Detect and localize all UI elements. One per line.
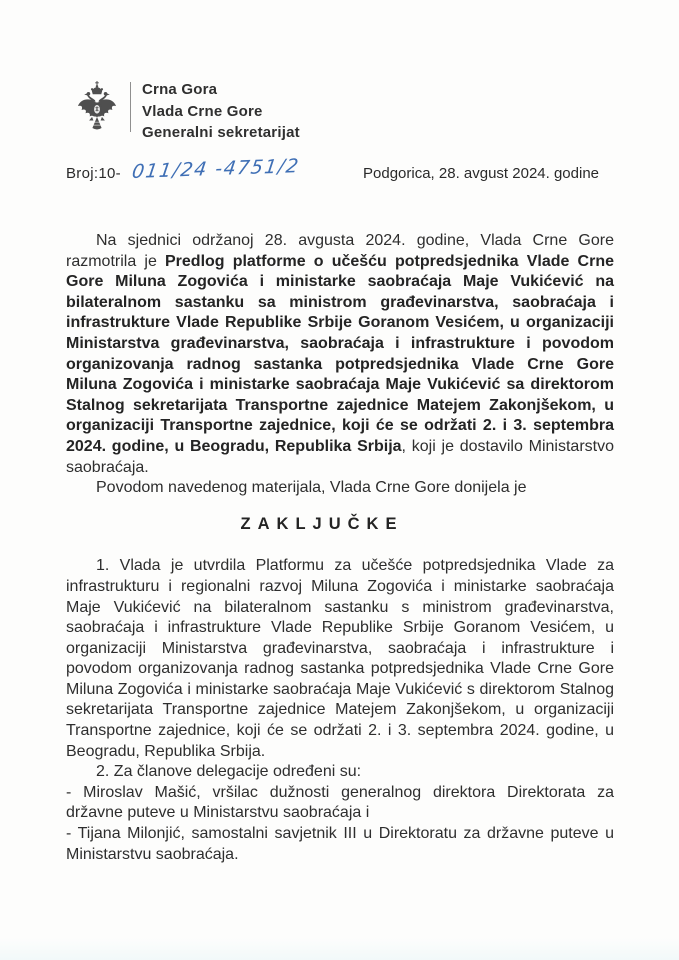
letterhead-divider: [130, 82, 131, 132]
montenegro-coat-of-arms-icon: [76, 78, 118, 136]
org-line-secretariat: Generalni sekretarijat: [142, 124, 300, 141]
conclusion-item-2-intro: 2. Za članove delegacije određeni su:: [96, 763, 362, 781]
intro-paragraph-tail: , koji je dostavilo Ministarstvo saobraćaja.: [66, 437, 614, 476]
document-number-handwritten: 011/24 -4751/2: [130, 155, 302, 183]
document-number-label: Broj:10-: [66, 165, 121, 182]
reference-line: [66, 155, 614, 200]
transition-paragraph: Povodom navedenog materijala, Vlada Crne Gore donijela je: [96, 479, 527, 497]
document-body: [66, 231, 614, 865]
subject-title-bold: Predlog platforme o učešću potpredsjednika Vlade Crne Gore Miluna Zogovića i ministarke saobraćaja Maje Vukićević na bilateralnom sastanku sa ministrom građevinarstva, saobraćaja i infrastrukture Vlade Republike Srbije Goranom Vesićem, u organizaciji Ministarstva građevinarstva, saobraćaja i infrastrukture i povodom organizovanja radnog sastanka potpredsjednika Vlade Crne Gore Miluna Zogovića i ministarke saobraćaja Maje Vukićević sa direktorom Stalnog sekretarijata Transportne zajednice Matejem Zakonjšekom, u organizaciji Transportne zajednice, koji će se održati 2. i 3. septembra 2024. godine, u Beogradu, Republika Srbija: [66, 252, 615, 455]
intro-paragraph-lead: Na sjednici održanoj 28. avgusta 2024. godine, Vlada Crne Gore razmotrila je: [66, 232, 614, 270]
conclusion-item-1: 1. Vlada je utvrdila Platformu za učešće potpredsjednika Vlade za infrastrukturu i regionalni razvoj Miluna Zogovića i ministarke saobraćaja Maje Vukićević na bilateralnom sastanku s ministrom građevinarstva, saobraćaja i infrastrukture Vlade Republike Srbije Goranom Vesićem, u organizaciji Ministarstva građevinarstva, saobraćaja i infrastrukture i povodom organizovanja radnog sastanka potpredsjednika Vlade Crne Gore Miluna Zogovića i ministarke saobraćaja Maje Vukićević s direktorom Stalnog sekretarijata Transportne zajednice Matejem Zakonjšekom, u organizaciji Transportne zajednice, koji će se održati 2. i 3. septembra 2024. godine, u Beogradu, Republika Srbija.: [66, 557, 614, 760]
letterhead: [76, 78, 300, 144]
intro-paragraph: [66, 231, 614, 478]
org-line-country: Crna Gora: [142, 81, 218, 98]
org-block: [142, 78, 300, 144]
place-date-line: Podgorica, 28. avgust 2024. godine: [363, 165, 600, 182]
org-line-government: Vlada Crne Gore: [142, 102, 263, 120]
conclusions-heading: ZAKLJUČKE: [240, 514, 404, 533]
delegate-item-1: - Miroslav Mašić, vršilac dužnosti generalnog direktora Direktorata za državne puteve u Ministarstvu saobraćaja i: [66, 783, 614, 822]
delegate-item-2: - Tijana Milonjić, samostalni savjetnik III u Direktoratu za državne puteve u Ministarstvu saobraćaja.: [66, 825, 614, 863]
